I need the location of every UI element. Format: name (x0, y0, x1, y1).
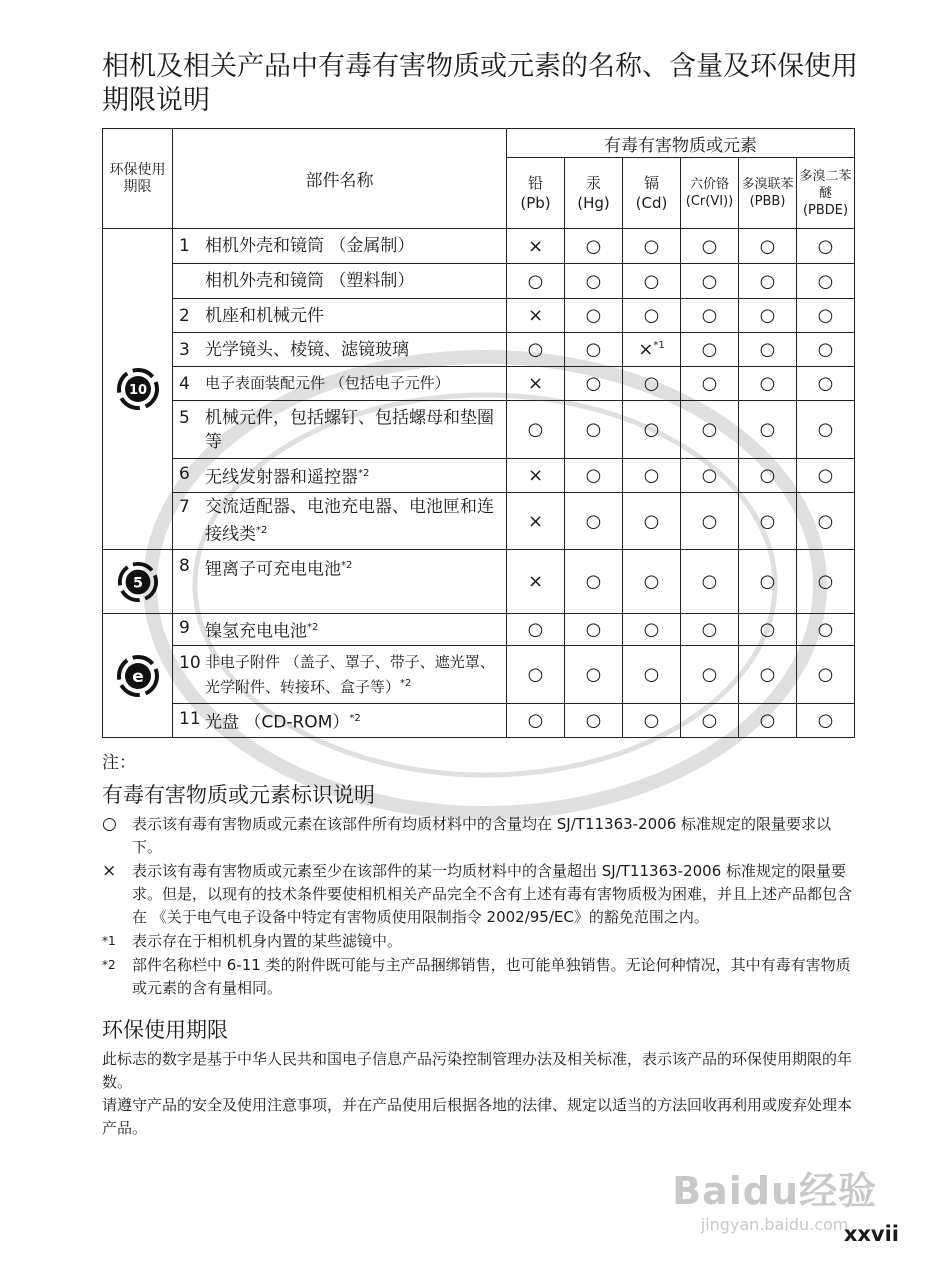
mark-cell: ○ (739, 333, 797, 367)
mark-cell: ○ (681, 264, 739, 299)
mark-cell: ○ (565, 550, 623, 614)
mark-cell: ○ (797, 704, 855, 738)
mark-cell: ○ (797, 367, 855, 401)
period-section (102, 1014, 854, 1140)
mark-cell: ○ (739, 493, 797, 550)
part-name-cell: 11 光盘 $(CD-ROM)^{*2}$ (173, 704, 507, 738)
mark-cell: ○ (623, 550, 681, 614)
period-paragraph: 请遵守产品的安全及使用注意事项，并在产品使用后根据各地的法律、规定以适当的方法回收再利用或废弃处理本产品。 (102, 1096, 853, 1137)
part-name-cell: 3 光学镜头、棱镜、滤镜玻璃 (173, 333, 507, 367)
mark-cell: ○ (797, 646, 855, 704)
mark-cell: ○ (623, 493, 681, 550)
table-row (103, 401, 855, 459)
footnote-item: *1 表示存在于相机机身内置的某些滤镜中。 (102, 930, 854, 953)
mark-cell: ○ (739, 614, 797, 646)
mark-cell: ○ (739, 401, 797, 459)
legend-title: 有毒有害物质或元素标识说明 (102, 783, 375, 807)
header-element-pbb: 多溴联苯 (PBB) (739, 158, 797, 229)
table-row (103, 493, 855, 550)
mark-cell: ○ (565, 367, 623, 401)
period-paragraph: 此标志的数字是基于中华人民共和国电子信息产品污染控制管理办法及相关标准，表示该产品的环保使用期限的年数。 (102, 1050, 853, 1091)
mark-cell: ○ (797, 333, 855, 367)
table-row (103, 704, 855, 738)
mark-cell: ○ (623, 264, 681, 299)
mark-cell: ○ (565, 229, 623, 264)
legend-item: × 表示该有毒有害物质或元素至少在该部件的某一均质材料中的含量超出 SJ/T11363-2006 标准规定的限量要求。但是，以现有的技术条件要使相机相关产品完全不含有上述有毒有害物质极为困难，并且上述产品都包含在 《关于电气电子设备中特定有害物质使用限制指令 2002/95/EC》的豁免范围之内。 (102, 860, 854, 929)
mark-cell: ○ (797, 459, 855, 493)
mark-cell: ○ (681, 493, 739, 550)
circle-mark-icon: ○ (102, 814, 117, 834)
baidu-watermark: Baidu经验 jingyan.baidu.com (672, 1169, 877, 1234)
notes-section (102, 748, 854, 1140)
part-name-cell: 1 相机外壳和镜筒 （金属制） (173, 229, 507, 264)
mark-cell: ○ (681, 704, 739, 738)
mark-cell: ○ (565, 614, 623, 646)
mark-cell: ○ (739, 367, 797, 401)
header-element-pb: 铅 (Pb) (507, 158, 565, 229)
mark-cell: ○ (507, 333, 565, 367)
mark-cell: ○ (739, 229, 797, 264)
footnote-marker: *1 (102, 934, 116, 948)
mark-cell: ○ (681, 229, 739, 264)
period-cell-e (103, 614, 173, 738)
mark-cell: ○ (739, 459, 797, 493)
mark-cell: ○ (797, 264, 855, 299)
mark-cell: ○ (623, 614, 681, 646)
part-name-cell: 9 镍氢充电电池$^{*2}$ (173, 614, 507, 646)
part-name-cell: 4 电子表面装配元件 （包括电子元件） (173, 367, 507, 401)
part-name-cell: 7 交流适配器、电池充电器、电池匣和连接线类$^{*2}$ (173, 493, 507, 550)
mark-cell: ○ (623, 646, 681, 704)
header-period: 环保使用期限 (103, 129, 173, 229)
table-row (103, 264, 855, 299)
mark-cell: ○ (681, 550, 739, 614)
mark-cell: ○ (565, 299, 623, 333)
part-name-cell: 6 无线发射器和遥控器$^{*2}$ (173, 459, 507, 493)
header-part-name: 部件名称 (173, 129, 507, 229)
notes-label: 注： (102, 753, 136, 773)
mark-cell: ○ (507, 264, 565, 299)
header-element-hg: 汞 (Hg) (565, 158, 623, 229)
mark-cell: ○ (565, 333, 623, 367)
header-substances: 有毒有害物质或元素 (507, 129, 855, 158)
mark-cell: ○ (681, 646, 739, 704)
mark-cell: ○ (507, 614, 565, 646)
mark-cell: ○ (565, 704, 623, 738)
table-row (103, 229, 855, 264)
mark-cell: ○ (739, 550, 797, 614)
mark-cell: ○ (681, 614, 739, 646)
mark-cell: ×$^{*1}$ (623, 333, 681, 367)
header-element-cr6: 六价铬 (Cr(VI)) (681, 158, 739, 229)
rohs-table (102, 128, 855, 738)
mark-cell: ○ (565, 401, 623, 459)
part-name-cell: 2 机座和机械元件 (173, 299, 507, 333)
mark-cell: ○ (507, 401, 565, 459)
eco-5-year-icon (117, 561, 159, 603)
eco-e-icon (116, 654, 160, 698)
mark-cell: ○ (681, 333, 739, 367)
mark-cell: ○ (739, 704, 797, 738)
mark-cell: ○ (565, 459, 623, 493)
mark-cell: × (507, 229, 565, 264)
mark-cell: ○ (797, 401, 855, 459)
mark-cell: ○ (507, 646, 565, 704)
mark-cell: ○ (623, 459, 681, 493)
table-row (103, 367, 855, 401)
footnote-marker: *2 (102, 958, 116, 972)
page-number: xxvii (843, 1222, 899, 1246)
mark-cell: ○ (623, 299, 681, 333)
mark-cell: ○ (797, 299, 855, 333)
mark-cell: × (507, 493, 565, 550)
mark-cell: × (507, 367, 565, 401)
footnote-item: *2 部件名称栏中 6-11 类的附件既可能与主产品捆绑销售，也可能单独销售。无论何种情况，其中有毒有害物质或元素的含有量相同。 (102, 954, 854, 1000)
svg-text:10: 10 (128, 383, 147, 398)
cross-mark-icon: × (102, 861, 117, 881)
mark-cell: ○ (797, 493, 855, 550)
part-name-cell: 10 非电子附件 （盖子、罩子、带子、遮光罩、光学附件、转接环、盒子等）$^{*2}$ (173, 646, 507, 704)
page-title: 相机及相关产品中有毒有害物质或元素的名称、含量及环保使用期限说明 (102, 51, 858, 116)
mark-cell: ○ (623, 401, 681, 459)
mark-cell: × (507, 459, 565, 493)
header-element-cd: 镉 (Cd) (623, 158, 681, 229)
mark-cell: × (507, 299, 565, 333)
mark-cell: ○ (739, 646, 797, 704)
eco-10-year-icon (116, 367, 160, 411)
mark-cell: ○ (623, 704, 681, 738)
table-row (103, 459, 855, 493)
table-row (103, 299, 855, 333)
part-name-cell: 5 机械元件，包括螺钉、包括螺母和垫圈等 (173, 401, 507, 459)
mark-cell: ○ (681, 401, 739, 459)
mark-cell: ○ (507, 704, 565, 738)
header-element-pbde: 多溴二苯醚 (PBDE) (797, 158, 855, 229)
mark-cell: ○ (623, 367, 681, 401)
mark-cell: ○ (565, 264, 623, 299)
mark-cell: ○ (797, 229, 855, 264)
mark-cell: × (507, 550, 565, 614)
part-name-cell: 8 锂离子可充电电池$^{*2}$ (173, 550, 507, 614)
table-row (103, 333, 855, 367)
legend-item: ○ 表示该有毒有害物质或元素在该部件所有均质材料中的含量均在 SJ/T11363-2006 标准规定的限量要求以下。 (102, 813, 854, 859)
svg-text:e: e (131, 666, 144, 687)
part-name-cell: 相机外壳和镜筒 （塑料制） (173, 264, 507, 299)
mark-cell: ○ (681, 299, 739, 333)
mark-cell: ○ (739, 264, 797, 299)
mark-cell: ○ (565, 493, 623, 550)
mark-cell: ○ (681, 367, 739, 401)
period-cell-5 (103, 550, 173, 614)
mark-cell: ○ (565, 646, 623, 704)
table-row (103, 614, 855, 646)
table-row (103, 550, 855, 614)
mark-cell: ○ (623, 229, 681, 264)
mark-cell: ○ (681, 459, 739, 493)
mark-cell: ○ (797, 550, 855, 614)
mark-cell: ○ (739, 299, 797, 333)
period-cell-10 (103, 229, 173, 550)
table-row (103, 646, 855, 704)
period-title: 环保使用期限 (102, 1018, 228, 1042)
mark-cell: ○ (797, 614, 855, 646)
svg-text:5: 5 (132, 574, 143, 591)
